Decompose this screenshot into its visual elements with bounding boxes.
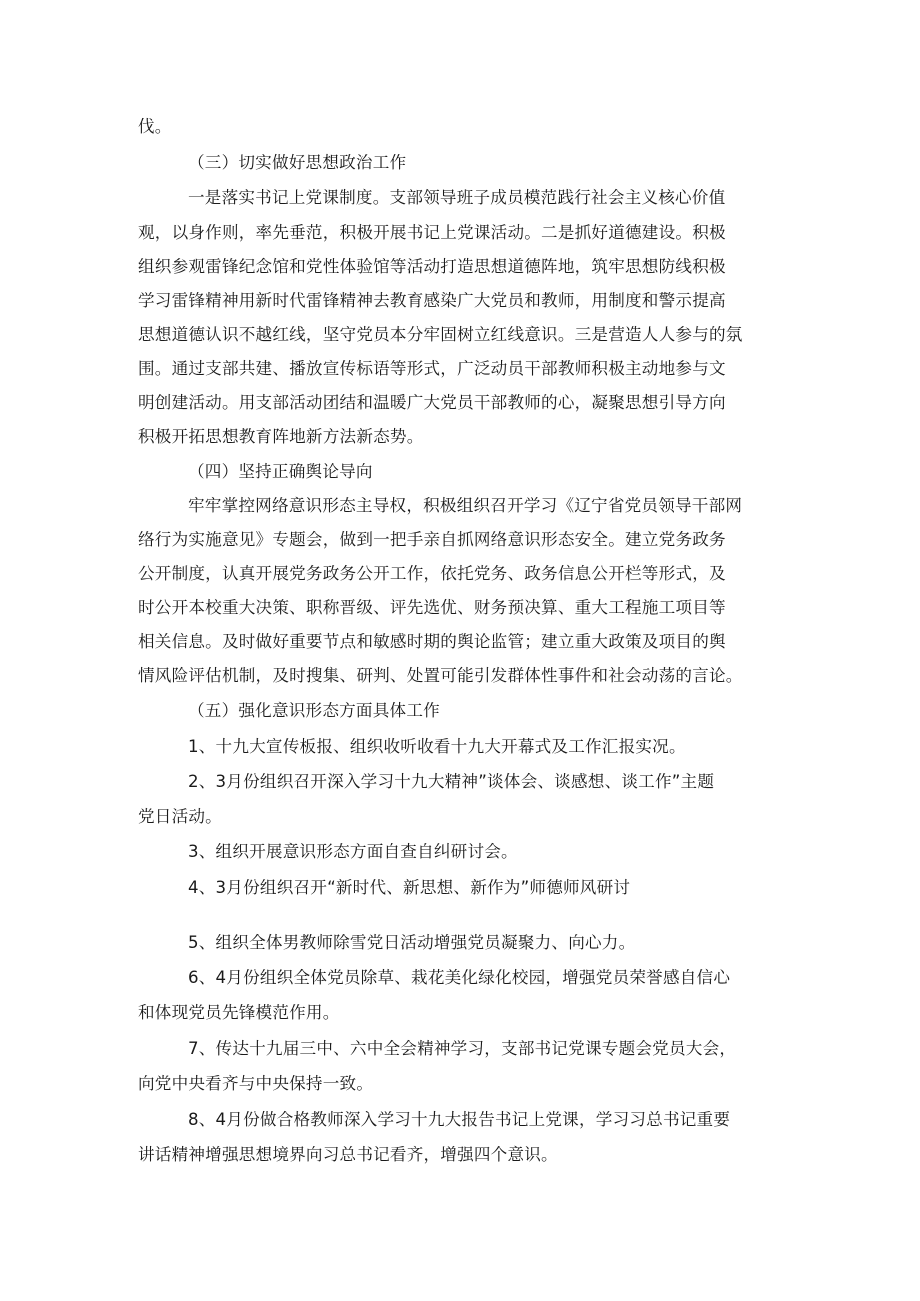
text-line: 伐。 [138,117,172,136]
section-heading-5: （五）强化意识形态方面具体工作 [188,701,440,720]
list-item-7: 7、传达十九届三中、六中全会精神学习，支部书记党课专题会党员大会， [188,1039,737,1058]
list-item-8: 8、4月份做合格教师深入学习十九大报告书记上党课，学习习总书记重要 [188,1110,731,1129]
text-line: 围。通过支部共建、播放宣传标语等形式，广泛动员干部教师积极主动地参与文 [138,359,726,378]
text-line: 观，以身作则，率先垂范，积极开展书记上党课活动。二是抓好道德建设。积极 [138,223,726,242]
text-line: 明创建活动。用支部活动团结和温暖广大党员干部教师的心，凝聚思想引导方向 [138,393,726,412]
text-line: 牢牢掌控网络意识形态主导权，积极组织召开学习《辽宁省党员领导干部网 [188,496,743,515]
text-line: 公开制度，认真开展党务政务公开工作，依托党务、政务信息公开栏等形式，及 [138,564,726,583]
text-line: 讲话精神增强思想境界向习总书记看齐，增强四个意识。 [138,1145,558,1164]
list-item-3: 3、组织开展意识形态方面自查自纠研讨会。 [188,842,518,861]
list-item-2: 2、3月份组织召开深入学习十九大精神”谈体会、谈感想、谈工作”主题 [188,772,715,791]
text-line: 时公开本校重大决策、职称晋级、评先选优、财务预决算、重大工程施工项目等 [138,598,726,617]
text-line: 党日活动。 [138,807,222,826]
list-item-6: 6、4月份组织全体党员除草、栽花美化绿化校园，增强党员荣誉感自信心 [188,968,731,987]
text-line: 和体现党员先锋模范作用。 [138,1003,340,1022]
text-line: 情风险评估机制，及时搜集、研判、处置可能引发群体性事件和社会动荡的言论。 [138,666,743,685]
text-line: 络行为实施意见》专题会，做到一把手亲自抓网络意识形态安全。建立党务政务 [138,530,726,549]
section-heading-3: （三）切实做好思想政治工作 [188,153,407,172]
text-line: 一是落实书记上党课制度。支部领导班子成员模范践行社会主义核心价值 [188,188,726,207]
text-line: 组织参观雷锋纪念馆和党性体验馆等活动打造思想道德阵地，筑牢思想防线积极 [138,257,726,276]
text-line: 思想道德认识不越红线，坚守党员本分牢固树立红线意识。三是营造人人参与的氛 [138,325,743,344]
list-item-5: 5、组织全体男教师除雪党日活动增强党员凝聚力、向心力。 [188,933,636,952]
text-line: 相关信息。及时做好重要节点和敏感时期的舆论监管；建立重大政策及项目的舆 [138,632,726,651]
section-heading-4: （四）坚持正确舆论导向 [188,462,373,481]
text-line: 学习雷锋精神用新时代雷锋精神去教育感染广大党员和教师，用制度和警示提高 [138,291,726,310]
text-line: 向党中央看齐与中央保持一致。 [138,1074,374,1093]
list-item-1: 1、十九大宣传板报、组织收听收看十九大开幕式及工作汇报实况。 [188,737,686,756]
text-line: 积极开拓思想教育阵地新方法新态势。 [138,427,424,446]
list-item-4: 4、3月份组织召开“新时代、新思想、新作为”师德师风研讨 [188,878,631,897]
